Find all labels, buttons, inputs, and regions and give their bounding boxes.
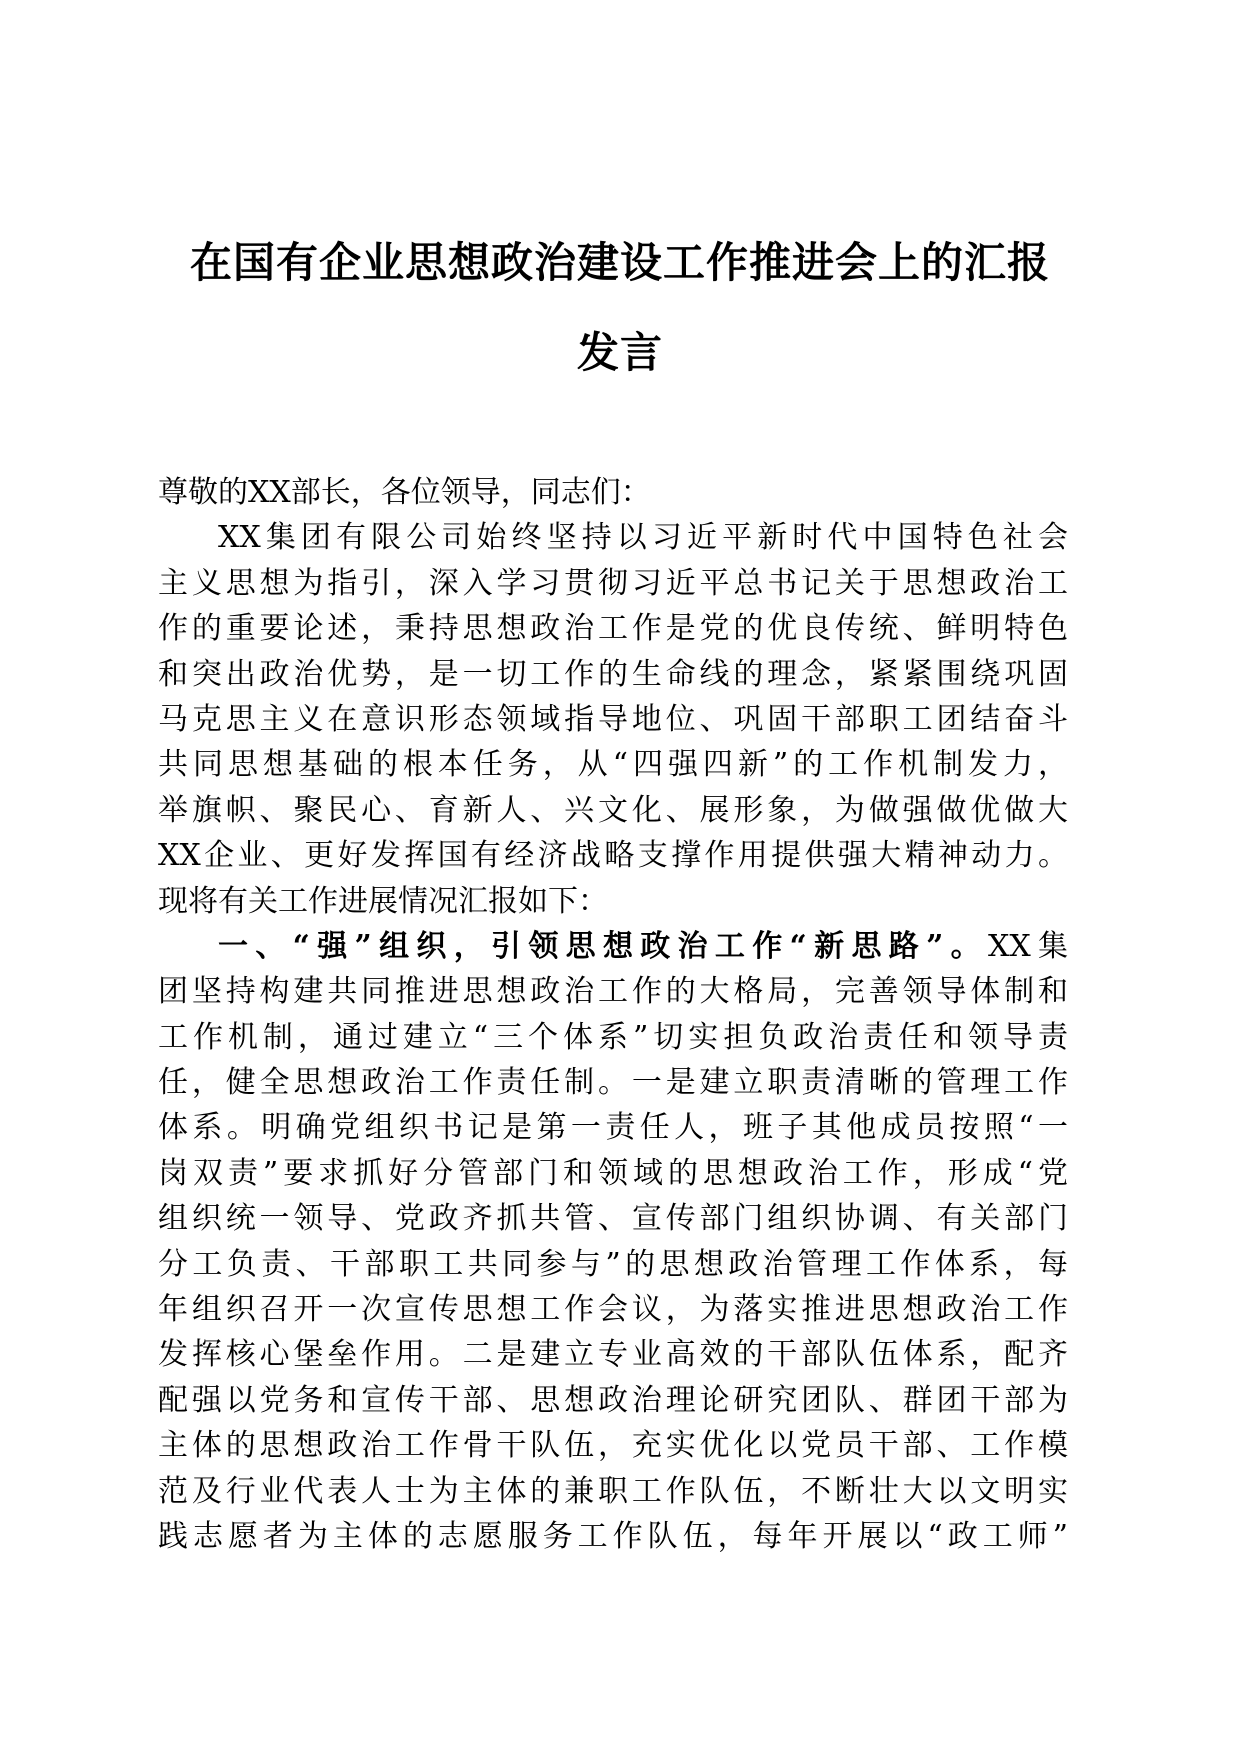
paragraph-line: 分工负责、干部职工共同参与”的思想政治管理工作体系，每 — [158, 1246, 1068, 1282]
section-1-first-line — [158, 924, 1068, 969]
section-1-first-line-tail: XX集 — [987, 928, 1068, 964]
paragraph-line: 岗双责”要求抓好分管部门和领域的思想政治工作，形成“党 — [158, 1155, 1068, 1191]
paragraph-intro — [158, 515, 1068, 924]
paragraph-line: 和突出政治优势，是一切工作的生命线的理念，紧紧围绕巩固 — [158, 656, 1068, 692]
paragraph-line: 任，健全思想政治工作责任制。一是建立职责清晰的管理工作 — [158, 1065, 1068, 1101]
paragraph-line: 范及行业代表人士为主体的兼职工作队伍，不断壮大以文明实 — [158, 1473, 1068, 1509]
paragraph-line: 配强以党务和宣传干部、思想政治理论研究团队、群团干部为 — [158, 1382, 1068, 1418]
paragraph-line: 年组织召开一次宣传思想工作会议，为落实推进思想政治工作 — [158, 1292, 1068, 1328]
paragraph-line: 举旗帜、聚民心、育新人、兴文化、展形象，为做强做优做大 — [158, 792, 1068, 828]
paragraph-line: 组织统一领导、党政齐抓共管、宣传部门组织协调、有关部门 — [158, 1201, 1068, 1237]
paragraph-line: 工作机制，通过建立“三个体系”切实担负政治责任和领导责 — [158, 1019, 1068, 1055]
section-1 — [158, 924, 1068, 1559]
paragraph-line: 共同思想基础的根本任务，从“四强四新”的工作机制发力， — [158, 747, 1068, 783]
salutation: 尊敬的XX部长，各位领导，同志们： — [158, 475, 651, 510]
paragraph-line: XX企业、更好发挥国有经济战略支撑作用提供强大精神动力。 — [158, 838, 1068, 874]
paragraph-line: 践志愿者为主体的志愿服务工作队伍，每年开展以“政工师” — [158, 1518, 1068, 1554]
section-1-heading: 一、“强”组织，引领思想政治工作“新思路”。 — [218, 928, 988, 964]
document-body — [158, 470, 1068, 1559]
paragraph-line: 团坚持构建共同推进思想政治工作的大格局，完善领导体制和 — [158, 974, 1068, 1010]
paragraph-line: 体系。明确党组织书记是第一责任人，班子其他成员按照“一 — [158, 1110, 1068, 1146]
paragraph-line: XX集团有限公司始终坚持以习近平新时代中国特色社会 — [218, 520, 1068, 556]
paragraph-line: 现将有关工作进展情况汇报如下： — [158, 883, 608, 919]
paragraph-line: 作的重要论述，秉持思想政治工作是党的优良传统、鲜明特色 — [158, 611, 1068, 647]
document-title — [150, 218, 1090, 398]
paragraph-line: 发挥核心堡垒作用。二是建立专业高效的干部队伍体系，配齐 — [158, 1337, 1068, 1373]
title-line-1: 在国有企业思想政治建设工作推进会上的汇报 — [189, 238, 1050, 287]
title-line-2: 发言 — [576, 328, 663, 377]
paragraph-line: 主体的思想政治工作骨干队伍，充实优化以党员干部、工作模 — [158, 1428, 1068, 1464]
paragraph-line: 马克思主义在意识形态领域指导地位、巩固干部职工团结奋斗 — [158, 701, 1068, 737]
paragraph-line: 主义思想为指引，深入学习贯彻习近平总书记关于思想政治工 — [158, 565, 1068, 601]
